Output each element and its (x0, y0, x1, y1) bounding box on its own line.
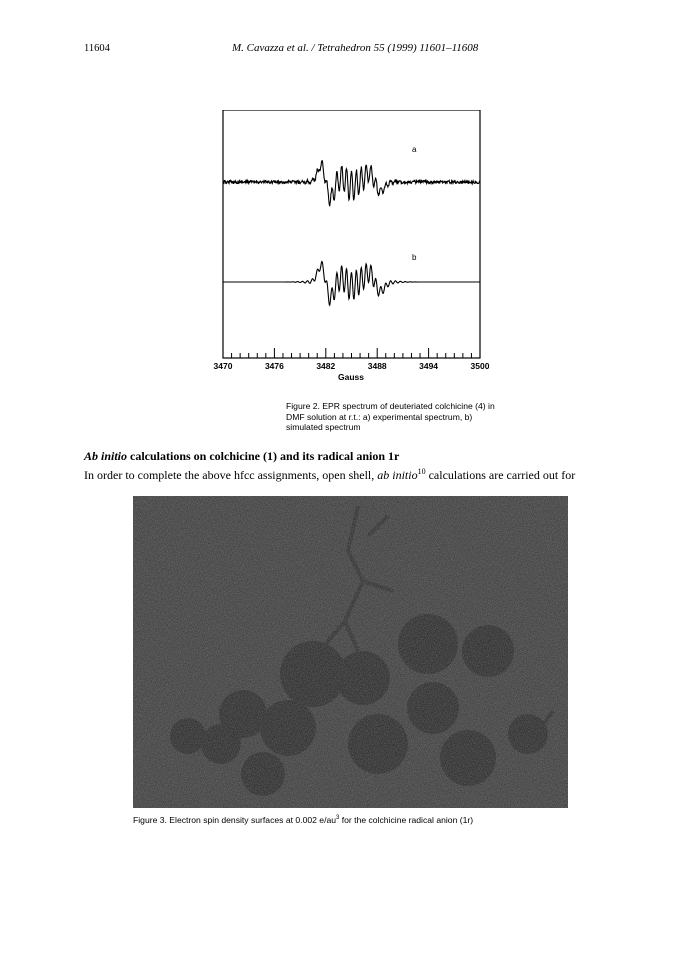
x-tick-label-3500: 3500 (470, 361, 490, 371)
trace-b-simulated (223, 262, 480, 306)
plot-frame (223, 110, 480, 358)
page-number: 11604 (84, 43, 110, 54)
figure-3-caption-end: for the colchicine radical anion (1r) (339, 814, 474, 825)
body-text-italic: ab initio (377, 468, 418, 482)
figure-3-caption (133, 813, 573, 826)
spin-density-image (133, 496, 568, 808)
figure-3-caption-superscript: 3 (336, 815, 340, 821)
section-heading-rest: calculations on colchicine (1) and its radical anion 1r (127, 449, 400, 463)
x-tick-label-3470: 3470 (213, 361, 233, 371)
x-tick-label-3476: 3476 (264, 361, 284, 371)
figure-3-caption-start: Figure 3. Electron spin density surfaces at 0.002 e/au (133, 814, 337, 825)
journal-citation: M. Cavazza et al. / Tetrahedron 55 (1999) 11601–11608 (232, 42, 479, 54)
reference-superscript: 10 (417, 467, 426, 476)
section-heading-italic: Ab initio (84, 449, 128, 463)
trace-a-experimental (223, 161, 480, 207)
trace-a-label: a (412, 145, 417, 154)
x-tick-label-3494: 3494 (419, 361, 439, 371)
x-tick-label-3482: 3482 (316, 361, 336, 371)
x-tick-label-3488: 3488 (367, 361, 387, 371)
x-axis-ticks (223, 348, 480, 358)
body-text-end: calculations are carried out for (425, 468, 576, 482)
body-paragraph (84, 467, 624, 483)
epr-spectrum-figure (200, 110, 500, 395)
body-text-start: In order to complete the above hfcc assignments, open shell, (84, 468, 378, 482)
section-heading (84, 449, 399, 464)
trace-b-label: b (412, 253, 417, 262)
x-axis-title: Gauss (338, 372, 364, 382)
figure-2-caption: Figure 2. EPR spectrum of deuteriated colchicine (4) in DMF solution at r.t.: a) experimental spectrum, b) simulated spectrum (286, 401, 495, 432)
